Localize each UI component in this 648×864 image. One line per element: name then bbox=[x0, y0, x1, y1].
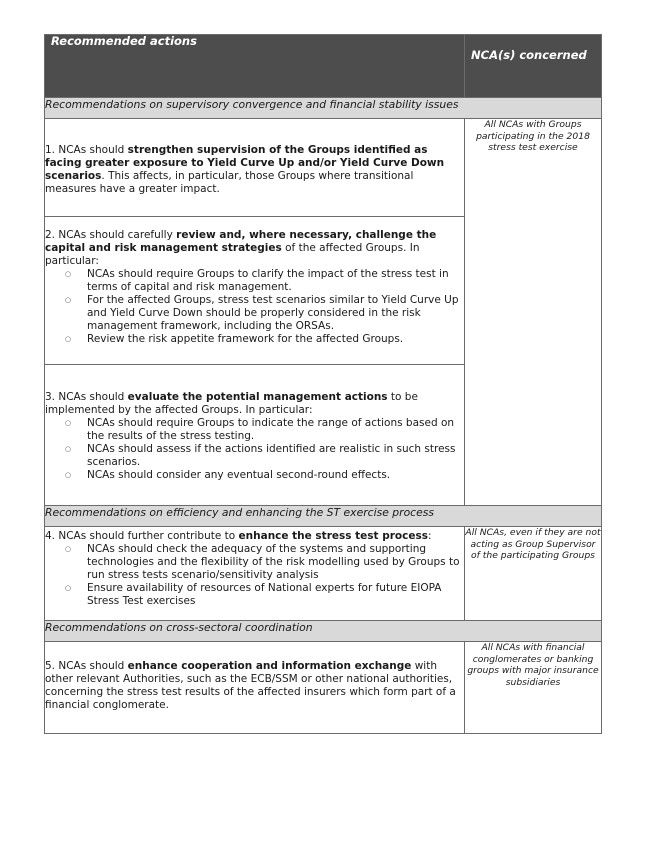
section-title-convergence: Recommendations on supervisory convergence and financial stability issues bbox=[45, 98, 602, 119]
table-header-row bbox=[45, 35, 602, 98]
rec-1-bold: strengthen supervision of the Groups identified as facing greater exposure to Yield Curve Up and/or Yield Curve Down scenarios bbox=[45, 144, 445, 182]
rec-2-sublist bbox=[45, 268, 464, 346]
list-item: ○ NCAs should check the adequacy of the systems and supporting technologies and the flexibility of the risk modelling used by Groups to run stress tests scenario/sensitivity analysis bbox=[65, 543, 464, 582]
rec-1-pre: 1. NCAs should bbox=[45, 144, 128, 156]
section-row bbox=[45, 506, 602, 527]
recommendation-1 bbox=[45, 119, 465, 217]
recommendation-5 bbox=[45, 642, 465, 734]
rec-2-post: of the affected Groups. In particular: bbox=[45, 242, 420, 267]
rec-4-bold: enhance the stress test process bbox=[238, 530, 428, 542]
list-item: ○ For the affected Groups, stress test scenarios similar to Yield Curve Up and Yield Curve Down should be properly considered in the risk management framework, including the ORSAs. bbox=[65, 294, 464, 333]
table-row bbox=[45, 119, 602, 217]
section-title-efficiency: Recommendations on efficiency and enhancing the ST exercise process bbox=[45, 506, 602, 527]
rec-4-post: : bbox=[427, 530, 432, 542]
section-title-cross-sectoral: Recommendations on cross-sectoral coordination bbox=[45, 621, 602, 642]
rec-2-pre: 2. NCAs should carefully bbox=[45, 229, 177, 241]
list-item: ○ Review the risk appetite framework for the affected Groups. bbox=[65, 333, 464, 346]
table-row bbox=[45, 527, 602, 621]
section-row bbox=[45, 98, 602, 119]
recommendation-3 bbox=[45, 365, 465, 506]
list-item: ○ NCAs should require Groups to indicate the range of actions based on the results of the stress testing. bbox=[65, 417, 464, 443]
recommendations-table bbox=[44, 34, 602, 734]
rec-3-pre: 3. NCAs should bbox=[45, 391, 128, 403]
rec-1-post: . This affects, in particular, those Groups where transitional measures have a greater impact. bbox=[45, 170, 414, 195]
rec-3-bold: evaluate the potential management actions bbox=[127, 391, 388, 403]
recommendation-4 bbox=[45, 527, 465, 621]
recommendation-2 bbox=[45, 217, 465, 365]
rec-4-sublist bbox=[45, 543, 464, 608]
rec-3-sublist bbox=[45, 417, 464, 482]
list-item: ○ Ensure availability of resources of National experts for future EIOPA Stress Test exercises bbox=[65, 582, 464, 608]
table-row bbox=[45, 642, 602, 734]
rec-5-post: with other relevant Authorities, such as the ECB/SSM or other national authorities, concerning the stress test results of the affected insurers which form part of a financial conglomerate. bbox=[45, 660, 456, 711]
list-item: ○ NCAs should require Groups to clarify the impact of the stress test in terms of capital and risk management. bbox=[65, 268, 464, 294]
rec-5-bold: enhance cooperation and information exchange bbox=[127, 660, 412, 672]
rec-4-pre: 4. NCAs should further contribute to bbox=[45, 530, 239, 542]
rec-3-post: to be implemented by the affected Groups. In particular: bbox=[45, 391, 418, 416]
nca-concerned-groups: All NCAs with Groups participating in the 2018 stress test exercise bbox=[465, 119, 602, 506]
header-ncas-concerned: NCA(s) concerned bbox=[465, 35, 602, 98]
header-recommended-actions: Recommended actions bbox=[45, 35, 465, 98]
nca-concerned-conglomerates: All NCAs with financial conglomerates or banking groups with major insurance subsidiaries bbox=[465, 642, 602, 734]
list-item: ○ NCAs should assess if the actions identified are realistic in such stress scenarios. bbox=[65, 443, 464, 469]
nca-concerned-all: All NCAs, even if they are not acting as Group Supervisor of the participating Groups bbox=[465, 527, 602, 621]
rec-5-pre: 5. NCAs should bbox=[45, 660, 128, 672]
rec-2-bold: review and, where necessary, challenge the capital and risk management strategies bbox=[45, 229, 437, 254]
section-row bbox=[45, 621, 602, 642]
list-item: ○ NCAs should consider any eventual second-round effects. bbox=[65, 469, 464, 482]
